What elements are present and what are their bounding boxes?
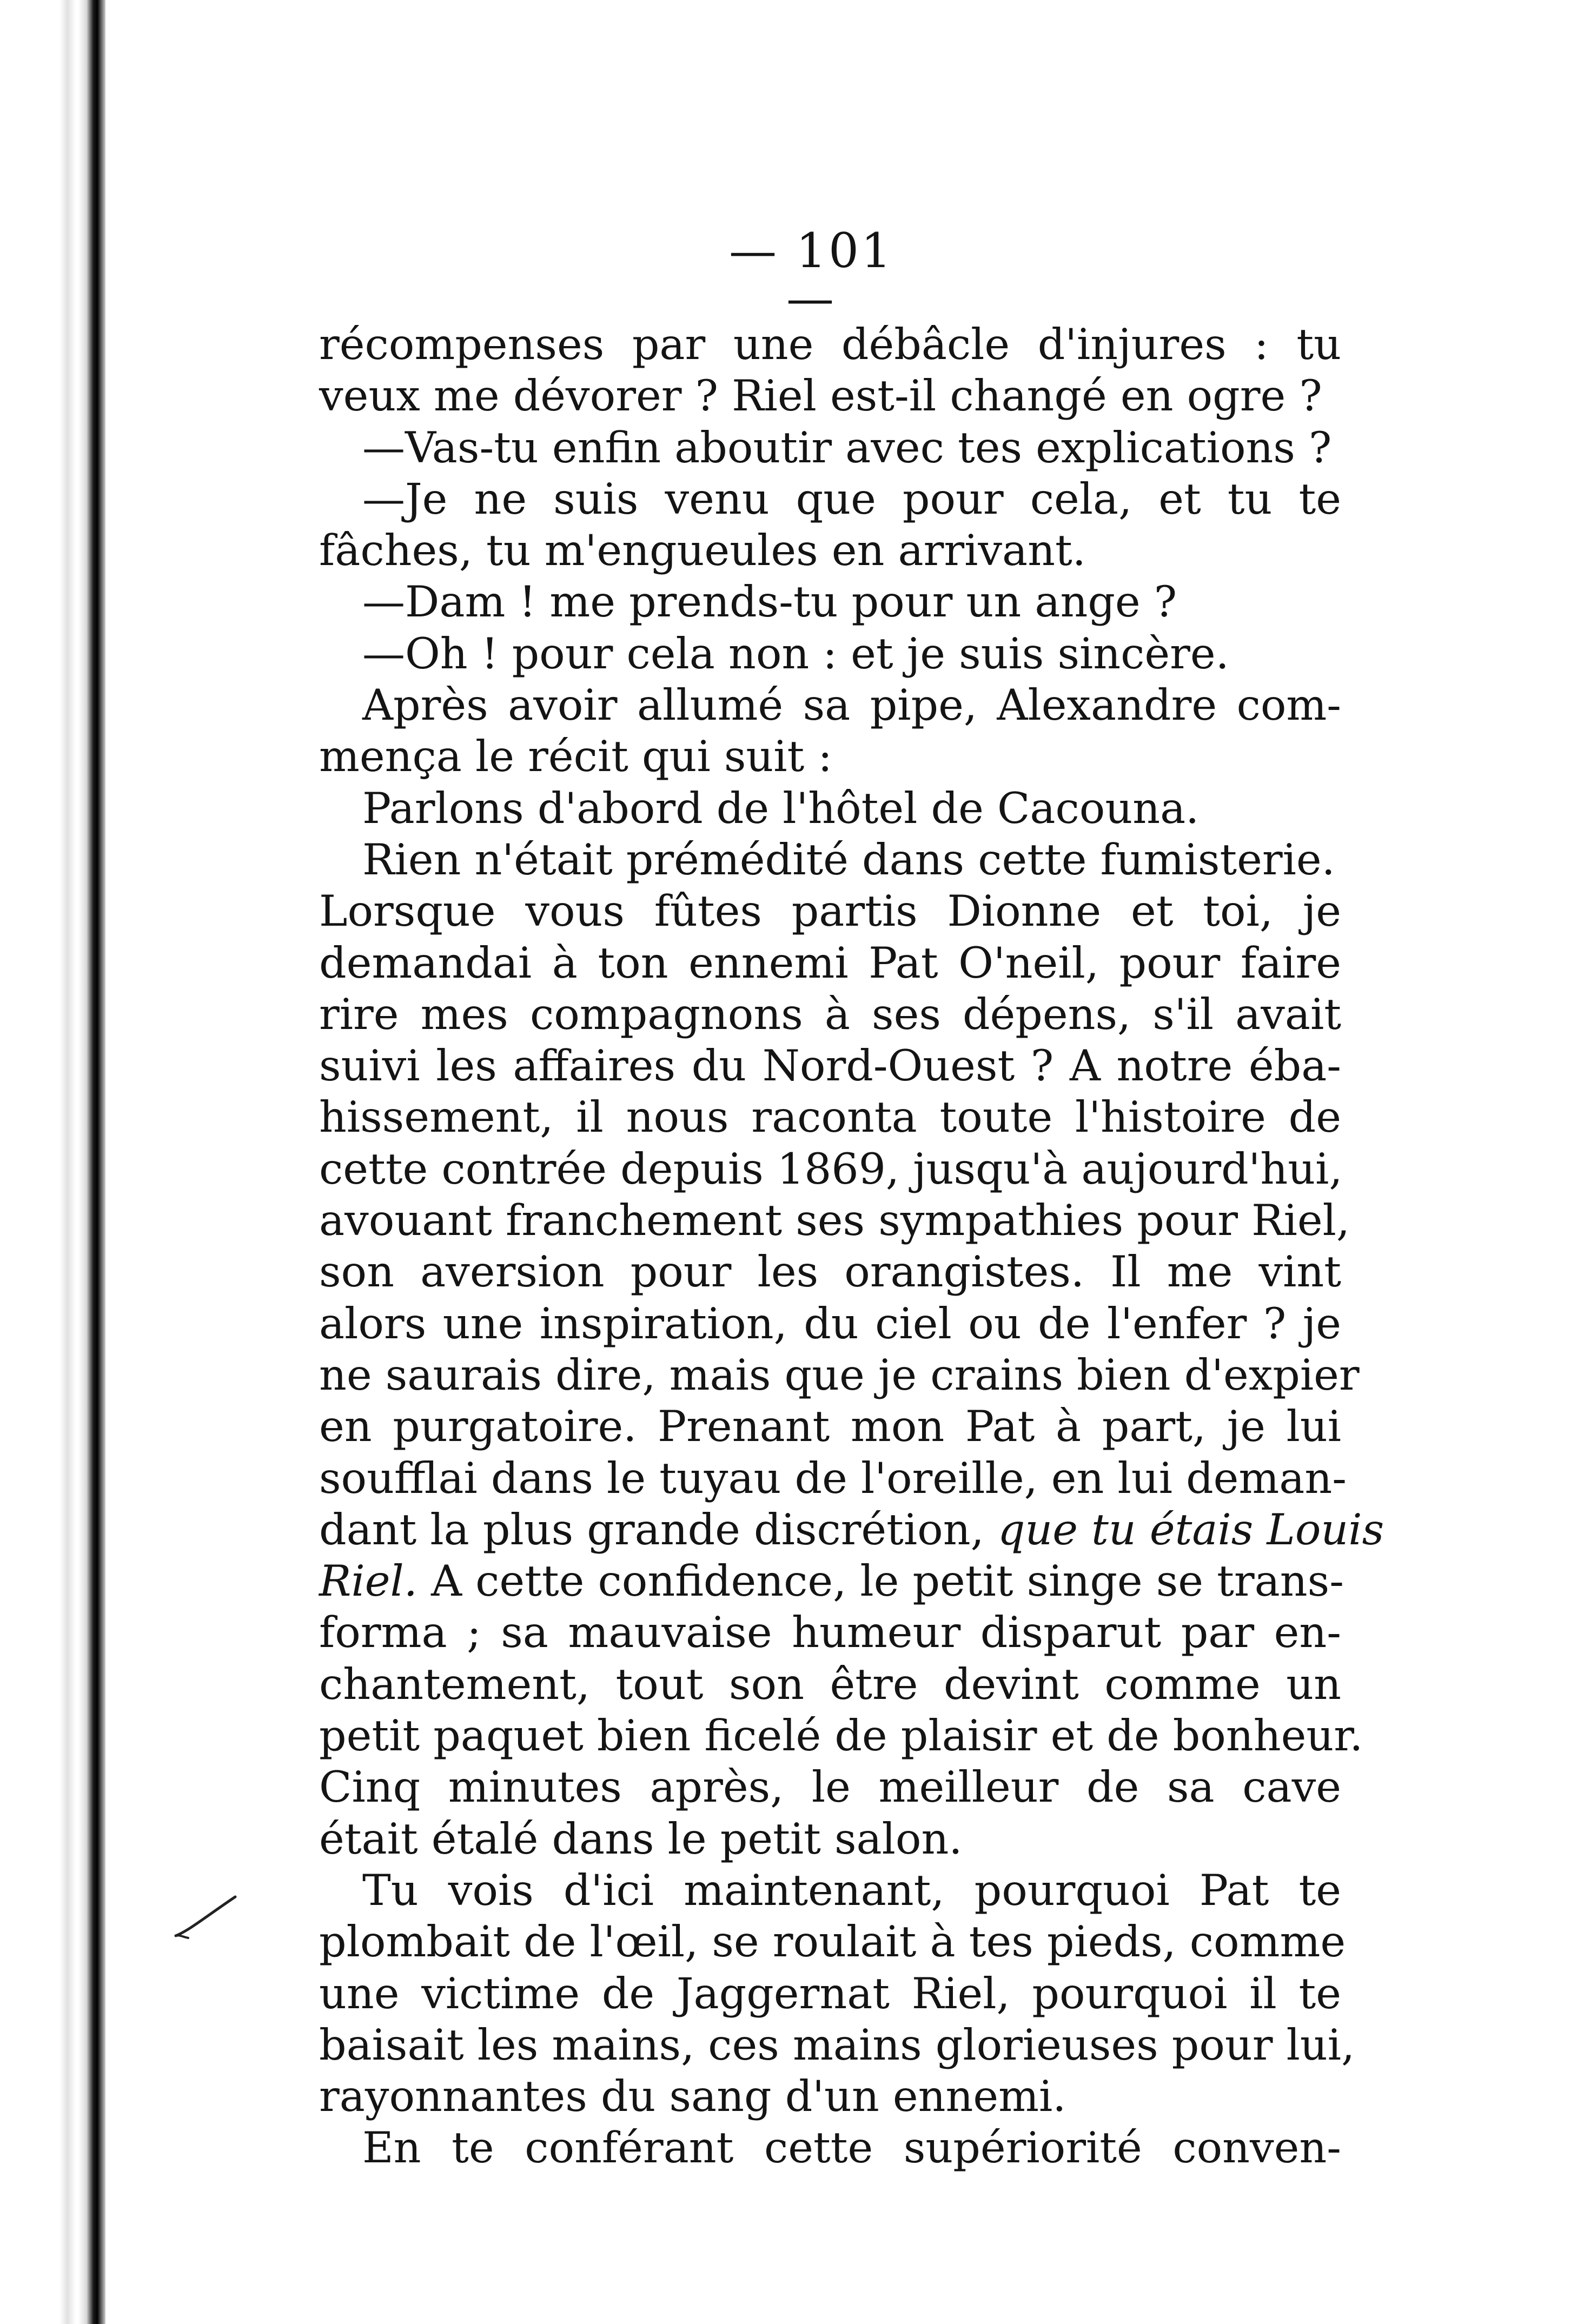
text-line: plombait de l'œil, se roulait à tes pieds, comme	[319, 1917, 1346, 1967]
text-line: une victime de Jaggernat Riel, pourquoi il te	[319, 1968, 1341, 2018]
text-line: forma ; sa mauvaise humeur disparut par en-	[319, 1608, 1341, 1658]
page-body-text	[319, 319, 1384, 2174]
text-line: Tu vois d'ici maintenant, pourquoi Pat te	[362, 1865, 1341, 1915]
page-number: — 101 —	[729, 223, 893, 326]
text-line: —Dam ! me prends-tu pour un ange ?	[362, 577, 1177, 627]
text-line: ne saurais dire, mais que je crains bien d'expier	[319, 1350, 1360, 1400]
text-line: Cinq minutes après, le meilleur de sa cave	[319, 1762, 1341, 1812]
text-line: rire mes compagnons à ses dépens, s'il avait	[319, 989, 1341, 1039]
italic-text-segment: que tu étais Louis	[997, 1504, 1384, 1555]
text-line: cette contrée depuis 1869, jusqu'à aujourd'hui,	[319, 1144, 1343, 1194]
page-binding-edge	[78, 0, 105, 2324]
text-line: demandai à ton ennemi Pat O'neil, pour faire	[319, 938, 1341, 988]
text-line: —Vas-tu enfin aboutir avec tes explications ?	[362, 422, 1332, 473]
text-line: Rien n'était prémédité dans cette fumisterie.	[362, 834, 1335, 885]
text-line: mença le récit qui suit :	[319, 732, 833, 782]
text-line: hissement, il nous raconta toute l'histoire de	[319, 1092, 1341, 1143]
text-segment: A cette confidence, le petit singe se trans-	[417, 1556, 1344, 1606]
text-line: petit paquet bien ficelé de plaisir et de bonheur.	[319, 1711, 1363, 1761]
text-line: chantement, tout son être devint comme un	[319, 1659, 1341, 1709]
text-line: —Je ne suis venu que pour cela, et tu te	[362, 474, 1341, 524]
text-line: suivi les affaires du Nord-Ouest ? A notre éba-	[319, 1041, 1341, 1091]
italic-text-segment: Riel.	[319, 1556, 418, 1606]
pencil-check-mark	[173, 1893, 238, 1941]
text-line: récompenses par une débâcle d'injures : tu	[319, 320, 1341, 369]
text-line: en purgatoire. Prenant mon Pat à part, je lui	[319, 1402, 1341, 1452]
text-line: était étalé dans le petit salon.	[319, 1814, 963, 1864]
text-line: rayonnantes du sang d'un ennemi.	[319, 2071, 1066, 2122]
page-binding-shadow	[59, 0, 76, 2324]
text-line: son aversion pour les orangistes. Il me vint	[319, 1247, 1341, 1297]
text-line: alors une inspiration, du ciel ou de l'enfer ? je	[319, 1298, 1341, 1349]
text-line: baisait les mains, ces mains glorieuses pour lui,	[319, 2020, 1355, 2070]
text-line	[319, 1504, 1384, 1556]
text-segment: dant la plus grande discrétion,	[319, 1504, 998, 1555]
text-line: En te conférant cette supériorité conven-	[362, 2123, 1341, 2173]
text-line: Lorsque vous fûtes partis Dionne et toi, je	[319, 886, 1341, 937]
text-line: veux me dévorer ? Riel est-il changé en ogre ?	[319, 371, 1322, 421]
text-line: Après avoir allumé sa pipe, Alexandre com-	[362, 680, 1341, 731]
text-line: Parlons d'abord de l'hôtel de Cacouna.	[362, 783, 1200, 833]
text-line: soufflai dans le tuyau de l'oreille, en lui deman-	[319, 1453, 1347, 1503]
text-line: fâches, tu m'engueules en arrivant.	[319, 526, 1086, 576]
text-line: —Oh ! pour cela non : et je suis sincère.	[362, 628, 1229, 679]
text-line: avouant franchement ses sympathies pour Riel,	[319, 1196, 1350, 1246]
text-line	[319, 1556, 1344, 1607]
